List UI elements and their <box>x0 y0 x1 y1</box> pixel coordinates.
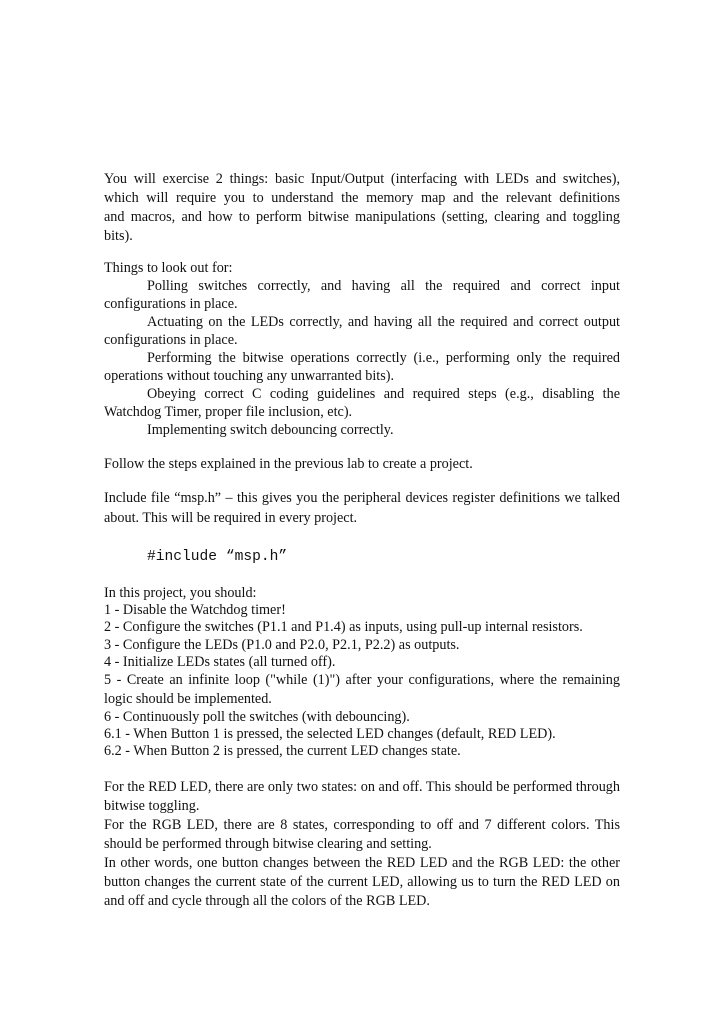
project-step: 1 - Disable the Watchdog timer! <box>104 602 286 619</box>
project-step: 3 - Configure the LEDs (P1.0 and P2.0, P2.1, P2.2) as outputs. <box>104 636 460 653</box>
look-out-item: Implementing switch debouncing correctly. <box>147 422 394 438</box>
intro-line: and macros, and how to perform bitwise manipulations (setting, clearing and toggling <box>104 209 620 225</box>
include-paragraph: Include file “msp.h” – this gives you the peripheral devices register definitions we talked about. This will be required in every project. <box>104 490 620 526</box>
other-words-paragraph: In other words, one button changes between the RED LED and the RGB LED: the other button changes the current state of the current LED, allowing us to turn the RED LED on and off and cycle through all the colors of the RGB LED. <box>104 854 620 909</box>
code-snippet: #include “msp.h” <box>147 549 288 565</box>
rgb-led-paragraph: For the RGB LED, there are 8 states, corresponding to off and 7 different colors. This should be performed through bitwise clearing and setting. <box>104 816 620 852</box>
look-out-item: Polling switches correctly, and having all the required and correct input configurations in place. <box>104 278 620 312</box>
intro-line: bits). <box>104 228 133 244</box>
document-page <box>104 170 620 911</box>
intro-paragraph <box>104 170 620 246</box>
red-led-paragraph: For the RED LED, there are only two states: on and off. This should be performed through bitwise toggling. <box>104 778 620 814</box>
intro-line: You will exercise 2 things: basic Input/Output (interfacing with LEDs and switches), <box>104 171 620 187</box>
project-step: 4 - Initialize LEDs states (all turned off). <box>104 653 336 670</box>
project-step: 6 - Continuously poll the switches (with debouncing). <box>104 709 410 726</box>
project-step: 5 - Create an infinite loop ("while (1)") after your configurations, where the remaining logic should be implemented. <box>104 672 620 708</box>
project-step: 6.2 - When Button 2 is pressed, the current LED changes state. <box>104 743 461 760</box>
project-steps <box>104 585 620 761</box>
project-step: 6.1 - When Button 1 is pressed, the selected LED changes (default, RED LED). <box>104 726 556 743</box>
look-out-item: Actuating on the LEDs correctly, and having all the required and correct output configurations in place. <box>104 314 620 348</box>
look-out-item: Performing the bitwise operations correctly (i.e., performing only the required operations without touching any unwarranted bits). <box>104 350 620 384</box>
intro-line: which will require you to understand the memory map and the relevant definitions <box>104 190 620 206</box>
project-step: 2 - Configure the switches (P1.1 and P1.4) as inputs, using pull-up internal resistors. <box>104 619 583 636</box>
look-out-section <box>104 259 620 439</box>
look-out-title: Things to look out for: <box>104 260 233 276</box>
follow-steps-paragraph: Follow the steps explained in the previous lab to create a project. <box>104 456 473 472</box>
look-out-item: Obeying correct C coding guidelines and required steps (e.g., disabling the Watchdog Timer, proper file inclusion, etc). <box>104 386 620 420</box>
final-section <box>104 778 620 911</box>
project-title: In this project, you should: <box>104 585 257 601</box>
